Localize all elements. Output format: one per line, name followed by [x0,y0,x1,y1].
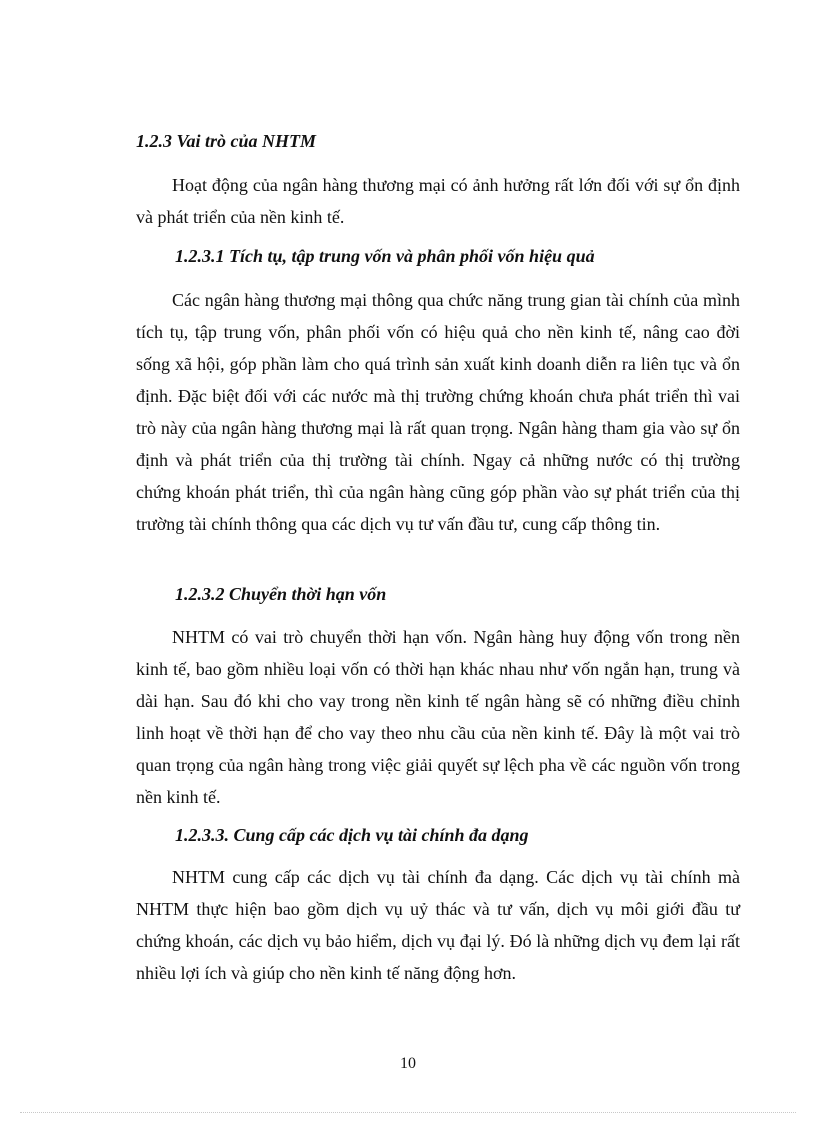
paragraph-intro: Hoạt động của ngân hàng thương mại có ảnh hưởng rất lớn đối với sự ổn định và phát triển của nền kinh tế. [136,175,740,227]
paragraph-subsection-1: Các ngân hàng thương mại thông qua chức năng trung gian tài chính của mình tích tụ, tập trung vốn, phân phối vốn có hiệu quả cho nền kinh tế, nâng cao đời sống xã hội, góp phần làm cho quá trình sản xuất kinh doanh diễn ra liên tục và ổn định. Đặc biệt đối với các nước mà thị trường chứng khoán chưa phát triển thì vai trò này của ngân hàng thương mại là rất quan trọng. Ngân hàng tham gia vào sự ổn định và phát triển của thị trường tài chính. Ngay cả những nước có thị trường chứng khoán phát triển, thì của ngân hàng cũng góp phần vào sự phát triển của thị trường tài chính thông qua các dịch vụ tư vấn đầu tư, cung cấp thông tin. [136,290,740,534]
paragraph-subsection-3: NHTM cung cấp các dịch vụ tài chính đa dạng. Các dịch vụ tài chính mà NHTM thực hiện bao gồm dịch vụ uỷ thác và tư vấn, dịch vụ môi giới đầu tư chứng khoán, các dịch vụ bảo hiểm, dịch vụ đại lý. Đó là những dịch vụ đem lại rất nhiều lợi ích và giúp cho nền kinh tế năng động hơn. [136,867,740,983]
subsection-heading-1-2-3-1: 1.2.3.1 Tích tụ, tập trung vốn và phân phối vốn hiệu quả [175,246,595,266]
section-heading-1-2-3: 1.2.3 Vai trò của NHTM [136,131,317,151]
page-number: 10 [400,1055,416,1072]
subsection-heading-1-2-3-3: 1.2.3.3. Cung cấp các dịch vụ tài chính đa dạng [175,825,529,845]
paragraph-subsection-2: NHTM có vai trò chuyển thời hạn vốn. Ngân hàng huy động vốn trong nền kinh tế, bao gồm nhiều loại vốn có thời hạn khác nhau như vốn ngắn hạn, trung và dài hạn. Sau đó khi cho vay trong nền kinh tế ngân hàng sẽ có những điều chỉnh linh hoạt về thời hạn để cho vay theo nhu cầu của nền kinh tế. Đây là một vai trò quan trọng của ngân hàng trong việc giải quyết sự lệch pha về các nguồn vốn trong nền kinh tế. [136,627,740,807]
subsection-heading-1-2-3-2: 1.2.3.2 Chuyển thời hạn vốn [175,584,387,604]
page-bottom-divider [20,1112,796,1113]
